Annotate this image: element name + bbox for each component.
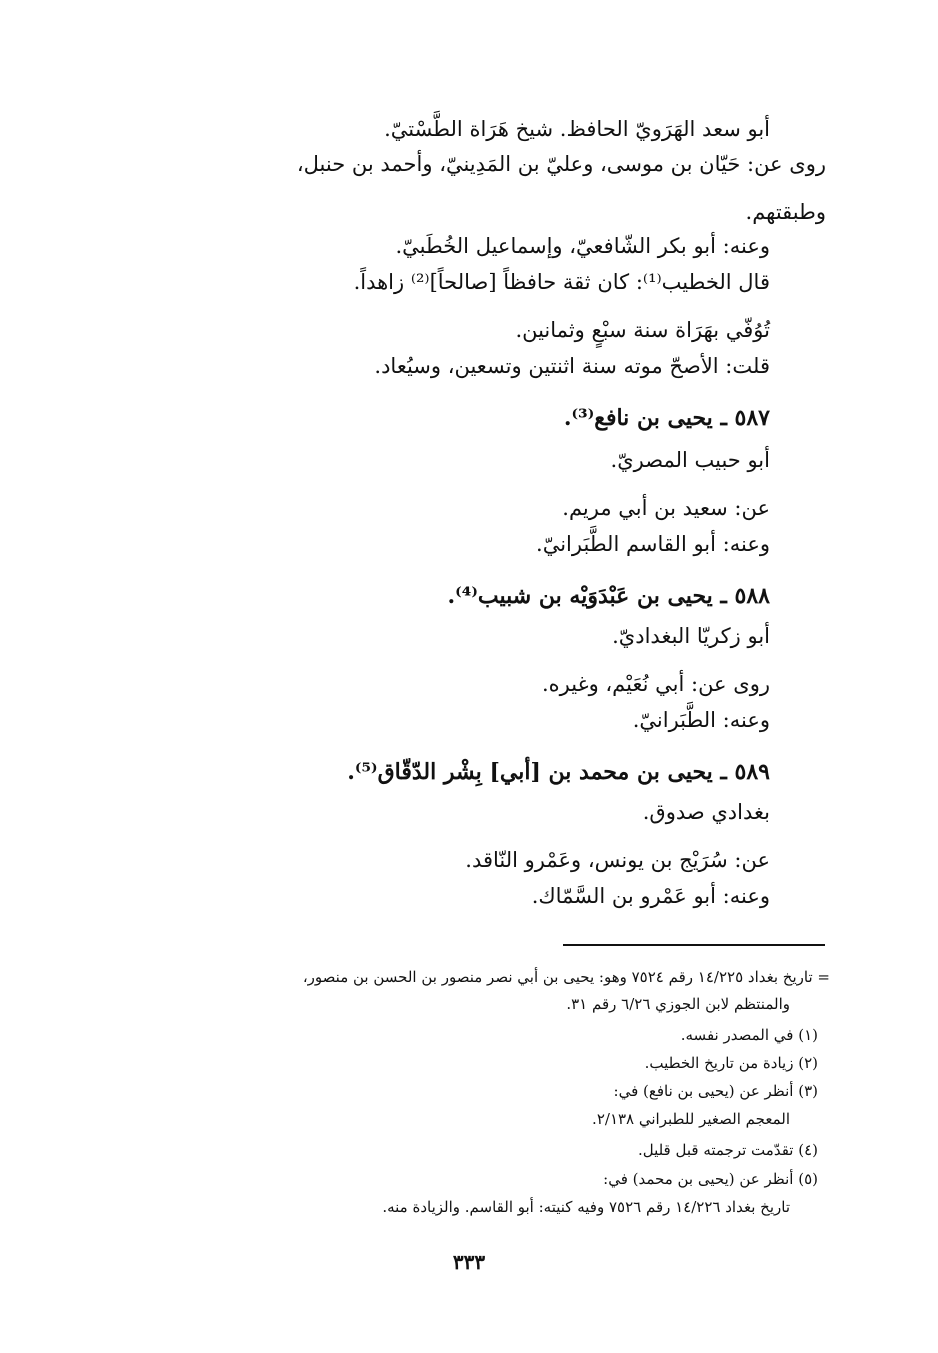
text-line: قلت: الأصحّ موته سنة اثنتين وتسعين، وسيُعاد. [374, 354, 770, 378]
footnote-line: تاريخ بغداد ١٤/٢٢٦ رقم ٧٥٢٦ وفيه كنيته: أبو القاسم. والزيادة منه. [382, 1198, 790, 1216]
footnote-line: (١) في المصدر نفسه. [680, 1026, 818, 1044]
footnote-line: = تاريخ بغداد ١٤/٢٢٥ رقم ٧٥٢٤ وهو: يحيى بن أبي نصر منصور بن الحسن بن منصور، [302, 968, 830, 986]
text-line: بغدادي صدوق. [642, 800, 770, 824]
text-line: وعنه: أبو القاسم الطَّبَرانيّ. [536, 532, 770, 556]
footnote-line: (٥) أنظر عن (يحيى بن محمد) في: [603, 1170, 818, 1188]
text-line: وعنه: الطَّبَرانيّ. [632, 708, 770, 732]
text-line: تُوُفّي بهَرَاة سنة سبْعٍ وثمانين. [515, 318, 770, 342]
text-line: وطبقتهم. [745, 200, 826, 224]
text-line: أبو زكريّا البغداديّ. [612, 624, 770, 648]
text-line: وعنه: أبو عَمْرو بن السَّمّاك. [531, 884, 770, 908]
text-line: وعنه: أبو بكر الشّافعيّ، وإسماعيل الخُطَبيّ. [395, 234, 770, 258]
page-number: ٣٣٣ [452, 1250, 486, 1274]
text-line: روى عن: أبي نُعَيْم، وغيره. [542, 672, 770, 696]
entry-heading: ٥٨٩ ـ يحيى بن محمد بن [أبي] بِشْر الدّقّاق⁽⁵⁾. [347, 759, 770, 785]
text-line: روى عن: حَيّان بن موسى، وعليّ بن المَدِينيّ، وأحمد بن حنبل، [296, 152, 826, 176]
text-line: قال الخطيب⁽¹⁾: كان ثقة حافظاً [صالحاً]⁽²⁾ زاهداً. [353, 270, 770, 294]
footnote-separator [563, 944, 825, 946]
footnote-line: (٤) تقدّمت ترجمته قبل قليل. [637, 1141, 818, 1159]
footnote-line: (٣) أنظر عن (يحيى بن نافع) في: [613, 1082, 818, 1100]
text-line: عن: سُرَيْج بن يونس، وعَمْرو النّاقد. [465, 848, 770, 872]
entry-heading: ٥٨٨ ـ يحيى بن عَبْدَوَيْه بن شبيب⁽⁴⁾. [447, 583, 770, 609]
footnote-line: والمنتظم لابن الجوزي ٦/٢٦ رقم ٣١. [566, 995, 790, 1013]
entry-heading: ٥٨٧ ـ يحيى بن نافع⁽³⁾. [563, 405, 770, 431]
text-line: أبو سعد الهَرَويّ الحافظ. شيخ هَرَاة الطَّسْتيّ. [384, 117, 770, 141]
footnote-line: المعجم الصغير للطبراني ٢/١٣٨. [592, 1110, 790, 1128]
footnote-line: (٢) زيادة من تاريخ الخطيب. [644, 1054, 818, 1072]
text-line: أبو حبيب المصريّ. [610, 448, 770, 472]
text-line: عن: سعيد بن أبي مريم. [562, 496, 770, 520]
